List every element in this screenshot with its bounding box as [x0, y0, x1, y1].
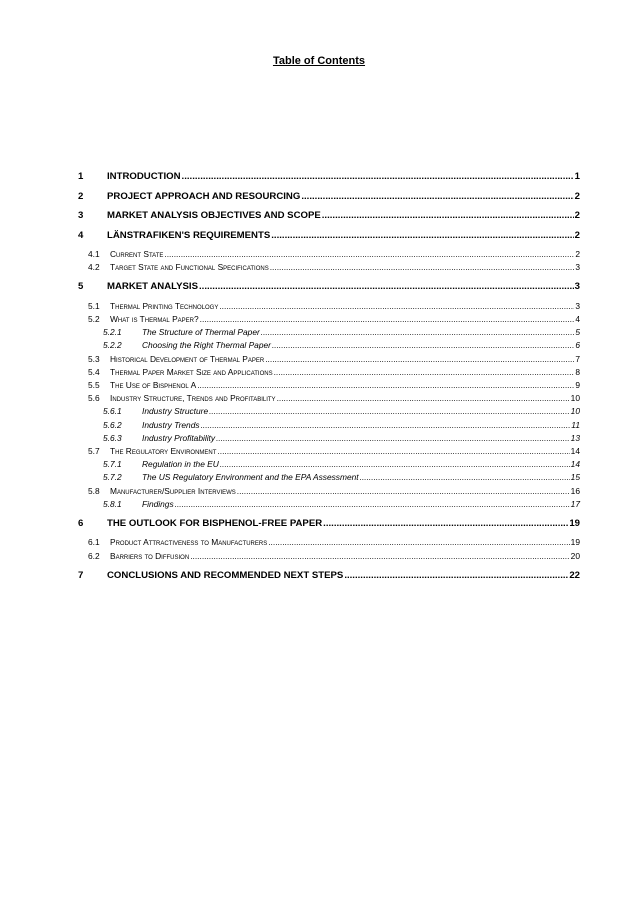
toc-entry-title: The Structure of Thermal Paper — [142, 327, 260, 338]
toc-entry-title: Product Attractiveness to Manufacturers — [110, 537, 268, 548]
toc-entry-title: Thermal Printing Technology — [110, 300, 219, 311]
toc-dot-leader — [274, 366, 575, 379]
toc-dot-leader — [322, 206, 574, 226]
toc-entry-number: 4.2 — [88, 262, 100, 273]
toc-dot-leader — [323, 514, 568, 534]
toc-entry-title: MARKET ANALYSIS OBJECTIVES AND SCOPE — [107, 210, 321, 221]
toc-entry-number: 5.6 — [88, 393, 100, 404]
toc-entry-number: 5.6.1 — [103, 406, 122, 417]
toc-entry-5-6[interactable] — [78, 392, 580, 405]
toc-entry-number: 5.6.2 — [103, 419, 122, 430]
toc-entry-page-number: 11 — [571, 419, 580, 430]
toc-entry-number: 5 — [78, 281, 84, 293]
toc-entry-number: 6.2 — [88, 550, 100, 561]
toc-dot-leader — [216, 432, 570, 445]
toc-entry-4-1[interactable] — [78, 248, 580, 261]
toc-entry-page-number: 14 — [570, 459, 580, 470]
toc-entry-number: 5.2.1 — [103, 327, 122, 338]
toc-entry-5-2-1[interactable] — [78, 326, 580, 339]
toc-dot-leader — [164, 248, 574, 261]
toc-entry-number: 7 — [78, 569, 84, 581]
toc-entry-title: Manufacturer/Supplier Interviews — [110, 485, 236, 496]
toc-entry-5-5[interactable] — [78, 379, 580, 392]
toc-entry-page-number: 9 — [575, 380, 580, 390]
toc-entry-4[interactable] — [78, 226, 580, 246]
toc-dot-leader — [270, 261, 575, 274]
toc-entry-title: Industry Trends — [142, 419, 200, 430]
toc-entry-page-number: 17 — [570, 498, 580, 509]
toc-entry-6-2[interactable] — [78, 550, 580, 563]
toc-entry-title: CONCLUSIONS AND RECOMMENDED NEXT STEPS — [107, 569, 344, 581]
toc-dot-leader — [200, 313, 575, 326]
page-title: Table of Contents — [272, 55, 366, 67]
toc-entry-number: 4.1 — [88, 249, 100, 259]
toc-dot-leader — [190, 550, 569, 563]
toc-entry-page-number: 2 — [574, 210, 580, 221]
toc-entry-page-number: 7 — [575, 353, 580, 364]
toc-entry-title: PROJECT APPROACH AND RESOURCING — [107, 190, 301, 202]
toc-entry-page-number: 4 — [575, 314, 580, 325]
toc-entry-title: Regulation in the EU — [142, 459, 219, 470]
toc-entry-number: 6 — [78, 517, 84, 529]
toc-entry-page-number: 8 — [575, 366, 580, 377]
toc-entry-page-number: 15 — [570, 472, 580, 483]
toc-dot-leader — [265, 353, 574, 366]
toc-entry-number: 4 — [78, 229, 84, 241]
toc-entry-title: Historical Development of Thermal Paper — [110, 353, 265, 364]
toc-entry-5-6-1[interactable] — [78, 405, 580, 418]
toc-dot-leader — [272, 339, 574, 352]
toc-entry-6-1[interactable] — [78, 536, 580, 549]
toc-entry-number: 3 — [78, 210, 84, 221]
toc-dot-leader — [261, 326, 575, 339]
toc-entry-number: 6.1 — [88, 537, 100, 548]
toc-entry-page-number: 20 — [570, 550, 580, 561]
toc-entry-page-number: 22 — [569, 569, 580, 581]
toc-entry-page-number: 3 — [574, 281, 580, 293]
toc-entry-number: 5.4 — [88, 366, 100, 377]
toc-dot-leader — [268, 536, 569, 549]
toc-entry-title: Current State — [110, 249, 164, 259]
toc-entry-5-1[interactable] — [78, 300, 580, 313]
toc-entry-5-8-1[interactable] — [78, 498, 580, 511]
toc-entry-5-7[interactable] — [78, 445, 580, 458]
toc-entry-title: Target State and Functional Specifications — [110, 262, 269, 273]
toc-entry-number: 5.5 — [88, 380, 100, 390]
toc-entry-page-number: 14 — [570, 445, 580, 456]
toc-entry-title: THE OUTLOOK FOR BISPHENOL-FREE PAPER — [107, 517, 323, 529]
toc-entry-number: 1 — [78, 171, 84, 182]
toc-entry-5-7-2[interactable] — [78, 471, 580, 484]
toc-entry-title: The US Regulatory Environment and the EPA Assessment — [142, 472, 359, 483]
toc-entry-title: Industry Structure — [142, 406, 209, 417]
toc-entry-page-number: 6 — [575, 340, 580, 351]
toc-entry-5-6-3[interactable] — [78, 432, 580, 445]
toc-entry-title: The Regulatory Environment — [110, 445, 217, 456]
toc-entry-1[interactable] — [78, 167, 580, 187]
toc-entry-5-6-2[interactable] — [78, 419, 580, 432]
toc-entry-title: MARKET ANALYSIS — [107, 281, 198, 293]
toc-entry-page-number: 16 — [570, 485, 580, 496]
toc-entry-title: Industry Profitability — [142, 432, 216, 443]
toc-entry-5-7-1[interactable] — [78, 458, 580, 471]
toc-dot-leader — [209, 405, 570, 418]
toc-dot-leader — [271, 226, 573, 246]
toc-entry-page-number: 2 — [574, 190, 580, 202]
toc-dot-leader — [199, 277, 574, 297]
toc-entry-page-number: 10 — [570, 406, 580, 417]
toc-entry-5-8[interactable] — [78, 485, 580, 498]
toc-entry-number: 5.7.2 — [103, 472, 122, 483]
toc-entry-title: The Use of Bisphenol A — [110, 380, 197, 390]
toc-entry-page-number: 2 — [575, 249, 580, 259]
toc-entry-5-2-2[interactable] — [78, 339, 580, 352]
toc-dot-leader — [237, 485, 570, 498]
toc-entry-number: 5.3 — [88, 353, 100, 364]
toc-entry-7[interactable] — [78, 566, 580, 586]
toc-dot-leader — [301, 187, 573, 207]
toc-entry-number: 5.8.1 — [103, 498, 122, 509]
toc-entry-number: 5.2 — [88, 314, 100, 325]
toc-entry-2[interactable] — [78, 187, 580, 207]
toc-entry-page-number: 10 — [570, 393, 580, 404]
toc-dot-leader — [344, 566, 568, 586]
toc-entry-title: LÄNSTRAFIKEN'S REQUIREMENTS — [107, 229, 271, 241]
toc-entry-title: Choosing the Right Thermal Paper — [142, 340, 271, 351]
toc-dot-leader — [219, 300, 574, 313]
toc-entry-4-2[interactable] — [78, 261, 580, 274]
toc-entry-title: Barriers to Diffusion — [110, 550, 190, 561]
table-of-contents — [78, 167, 580, 585]
toc-entry-number: 2 — [78, 190, 84, 202]
toc-entry-page-number: 1 — [574, 171, 580, 182]
toc-entry-6[interactable] — [78, 514, 580, 534]
toc-entry-3[interactable] — [78, 206, 580, 226]
toc-entry-page-number: 3 — [575, 300, 580, 311]
toc-entry-5[interactable] — [78, 277, 580, 297]
toc-entry-number: 5.7 — [88, 445, 100, 456]
toc-dot-leader — [182, 167, 574, 187]
toc-entry-5-3[interactable] — [78, 353, 580, 366]
toc-entry-page-number: 2 — [574, 229, 580, 241]
toc-entry-number: 5.1 — [88, 300, 100, 311]
toc-entry-5-4[interactable] — [78, 366, 580, 379]
toc-entry-page-number: 3 — [575, 262, 580, 273]
toc-entry-number: 5.2.2 — [103, 340, 122, 351]
toc-entry-title: INTRODUCTION — [107, 171, 181, 182]
toc-entry-page-number: 19 — [570, 537, 580, 548]
toc-entry-page-number: 19 — [569, 517, 580, 529]
toc-entry-title: Thermal Paper Market Size and Applications — [110, 366, 273, 377]
toc-entry-number: 5.7.1 — [103, 459, 122, 470]
toc-dot-leader — [217, 445, 569, 458]
toc-dot-leader — [201, 419, 571, 432]
toc-dot-leader — [175, 498, 570, 511]
toc-dot-leader — [197, 379, 574, 392]
toc-entry-5-2[interactable] — [78, 313, 580, 326]
toc-dot-leader — [360, 471, 570, 484]
toc-entry-page-number: 5 — [575, 327, 580, 338]
toc-entry-title: Industry Structure, Trends and Profitability — [110, 393, 276, 404]
toc-entry-number: 5.6.3 — [103, 432, 122, 443]
toc-entry-title: Findings — [142, 498, 174, 509]
toc-entry-number: 5.8 — [88, 485, 100, 496]
toc-entry-page-number: 13 — [570, 432, 580, 443]
toc-dot-leader — [220, 458, 570, 471]
toc-dot-leader — [277, 392, 570, 405]
toc-entry-title: What is Thermal Paper? — [110, 314, 199, 325]
